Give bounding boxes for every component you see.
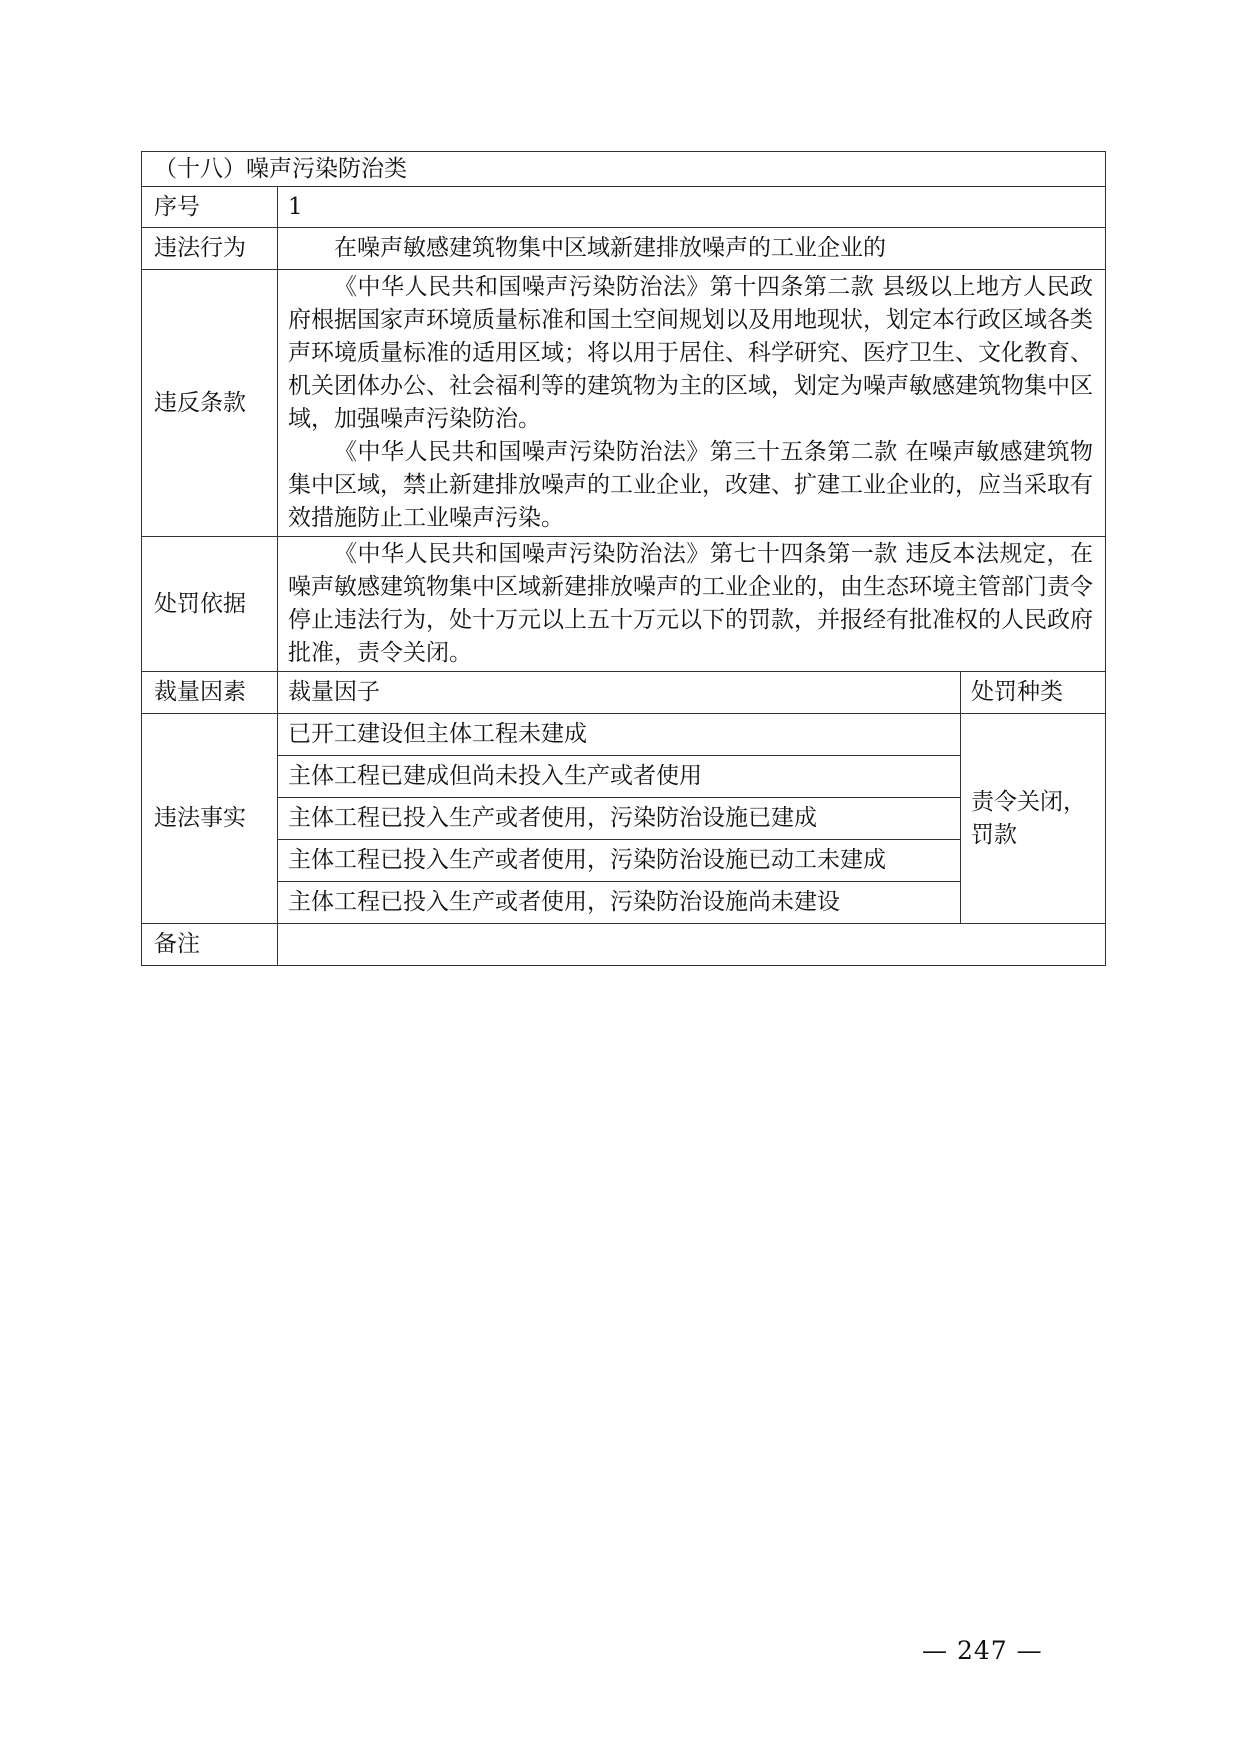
penalty-basis-cell	[278, 537, 1106, 672]
discretion-label: 裁量因素	[142, 672, 278, 714]
fact-row	[142, 714, 1106, 756]
fact-item-2: 主体工程已建成但尚未投入生产或者使用	[278, 756, 961, 798]
remarks-label: 备注	[142, 924, 278, 966]
remarks-row	[142, 924, 1106, 966]
penalty-basis-label: 处罚依据	[142, 537, 278, 672]
violated-clause-paragraph-1: 《中华人民共和国噪声污染防治法》第十四条第二款 县级以上地方人民政府根据国家声环境质量标准和国土空间规划以及用地现状，划定本行政区域各类声环境质量标准的适用区域；将以用于居住、科学研究、医疗卫生、文化教育、机关团体办公、社会福利等的建筑物为主的区域，划定为噪声敏感建筑物集中区域，加强噪声污染防治。	[288, 274, 1093, 432]
serial-value: 1	[278, 187, 1106, 228]
remarks-value	[278, 924, 1106, 966]
violated-clause-paragraph-2: 《中华人民共和国噪声污染防治法》第三十五条第二款 在噪声敏感建筑物集中区域，禁止新建排放噪声的工业企业，改建、扩建工业企业的，应当采取有效措施防止工业噪声污染。	[288, 439, 1093, 531]
page-number: — 247 —	[922, 1636, 1043, 1665]
penalty-discretion-table	[141, 151, 1106, 966]
factor-header: 裁量因子	[278, 672, 961, 714]
violation-cell	[278, 228, 1106, 270]
section-title: （十八）噪声污染防治类	[142, 152, 1106, 187]
penalty-basis-row	[142, 537, 1106, 672]
discretion-header-row	[142, 672, 1106, 714]
fact-item-5: 主体工程已投入生产或者使用，污染防治设施尚未建设	[278, 882, 961, 924]
fact-item-3: 主体工程已投入生产或者使用，污染防治设施已建成	[278, 798, 961, 840]
violation-row	[142, 228, 1106, 270]
facts-label: 违法事实	[142, 714, 278, 924]
violated-clause-label: 违反条款	[142, 270, 278, 537]
serial-row	[142, 187, 1106, 228]
violated-clause-row	[142, 270, 1106, 537]
punishment-type-cell	[961, 714, 1106, 924]
serial-label: 序号	[142, 187, 278, 228]
punishment-type-line-1: 责令关闭，	[971, 788, 1086, 815]
violation-value: 在噪声敏感建筑物集中区域新建排放噪声的工业企业的	[334, 235, 886, 261]
penalty-basis-paragraph: 《中华人民共和国噪声污染防治法》第七十四条第一款 违反本法规定，在噪声敏感建筑物集中区域新建排放噪声的工业企业的，由生态环境主管部门责令停止违法行为，处十万元以上五十万元以下的罚款，并报经有批准权的人民政府批准，责令关闭。	[288, 541, 1093, 666]
violated-clause-cell	[278, 270, 1106, 537]
violation-label: 违法行为	[142, 228, 278, 270]
fact-item-4: 主体工程已投入生产或者使用，污染防治设施已动工未建成	[278, 840, 961, 882]
punishment-type-line-2: 罚款	[971, 821, 1017, 848]
fact-item-1: 已开工建设但主体工程未建成	[278, 714, 961, 756]
section-title-row	[142, 152, 1106, 187]
type-header: 处罚种类	[961, 672, 1106, 714]
